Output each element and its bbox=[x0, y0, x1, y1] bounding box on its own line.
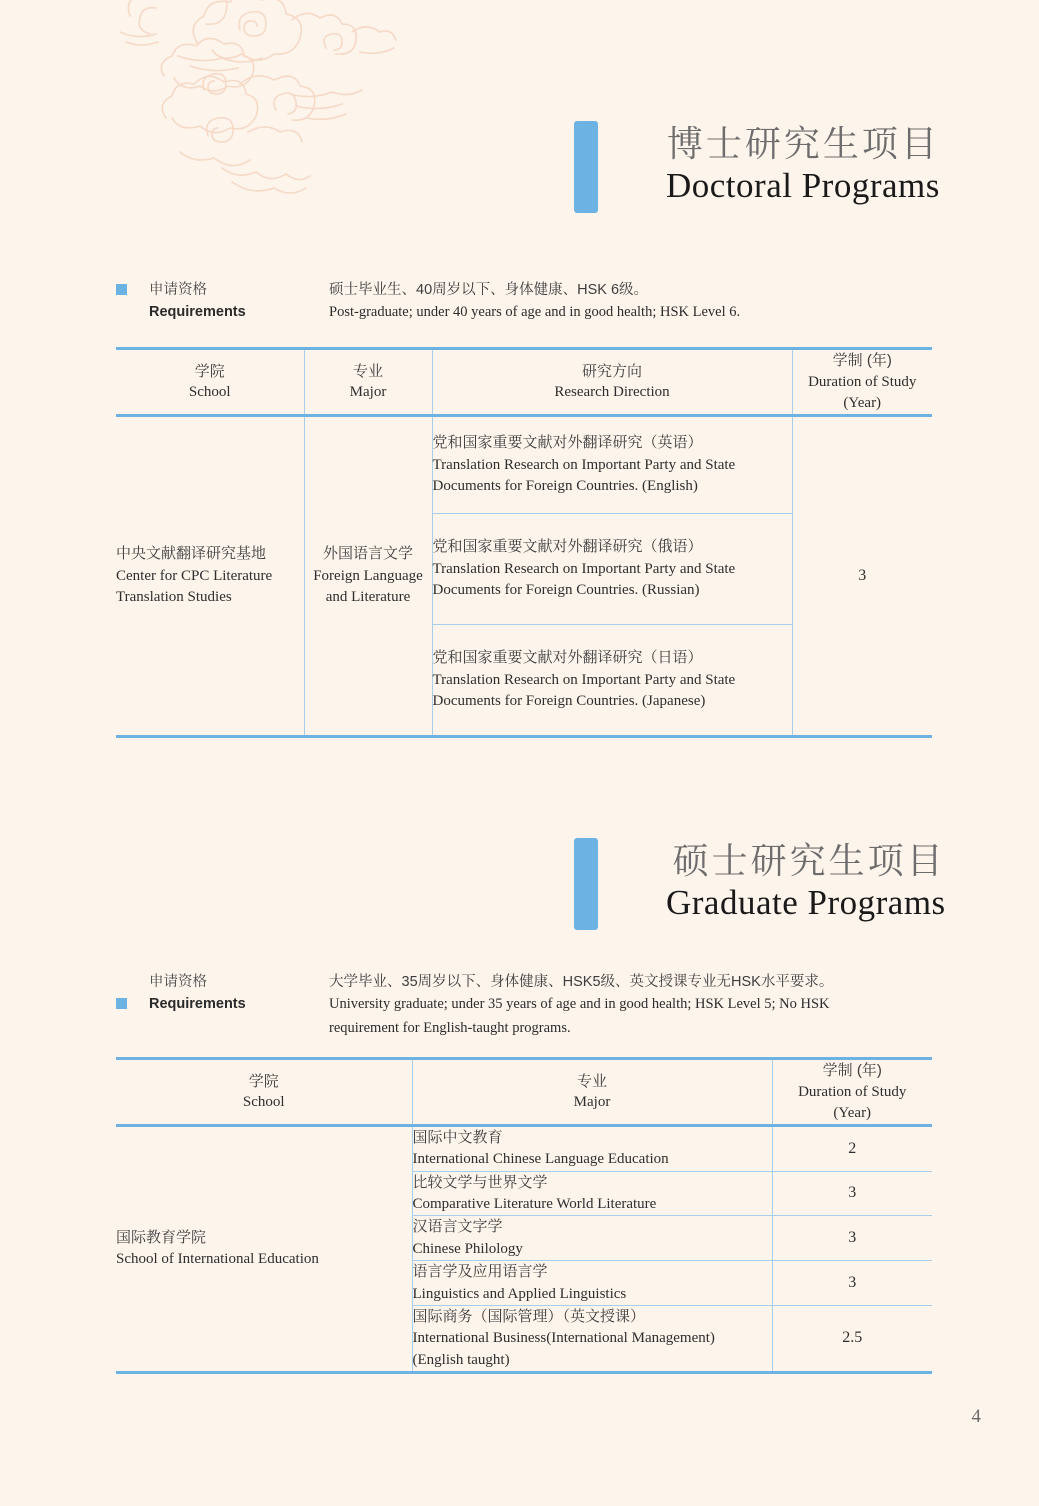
cell-duration bbox=[772, 1125, 932, 1171]
cell-major-en: Foreign Language and Literature bbox=[313, 567, 423, 605]
cell-research-direction-cn: 党和国家重要文献对外翻译研究（俄语） bbox=[432, 538, 703, 556]
graduate-requirements-label-cn: 申请资格 bbox=[149, 974, 207, 990]
table-header-row bbox=[116, 349, 932, 416]
graduate-requirements-text-cn: 大学毕业、35周岁以下、身体健康、HSK5级、英文授课专业无HSK水平要求。 bbox=[329, 974, 834, 990]
cell-major-en: Chinese Philology bbox=[412, 1240, 523, 1257]
cell-duration-value: 3 bbox=[858, 566, 867, 584]
cell-major-en: Comparative Literature World Literature bbox=[412, 1196, 657, 1213]
table-header-row bbox=[116, 1059, 932, 1126]
col-header-major bbox=[412, 1059, 772, 1126]
cell-research-direction bbox=[432, 415, 792, 513]
col-header-research-direction-en: Research Direction bbox=[554, 384, 670, 401]
graduate-programs-table bbox=[116, 1057, 932, 1374]
cell-duration-value: 3 bbox=[848, 1274, 857, 1292]
col-header-duration-en: Duration of Study bbox=[798, 1083, 907, 1100]
col-header-major-en: Major bbox=[573, 1094, 611, 1111]
cell-research-direction-en: Translation Research on Important Party and State Documents for Foreign Countries. (Japanese) bbox=[432, 671, 736, 709]
col-header-major-en: Major bbox=[349, 384, 387, 401]
col-header-duration bbox=[792, 349, 932, 416]
graduate-requirements-label bbox=[149, 971, 329, 1016]
col-header-duration bbox=[772, 1059, 932, 1126]
cell-major-en: International Chinese Language Education bbox=[412, 1151, 669, 1168]
doctoral-requirements-text bbox=[329, 279, 816, 325]
cell-major-en2: (English taught) bbox=[412, 1351, 510, 1368]
cell-major-en: Linguistics and Applied Linguistics bbox=[412, 1285, 627, 1302]
cell-major bbox=[412, 1216, 772, 1261]
cell-duration bbox=[792, 415, 932, 736]
cell-duration-value: 3 bbox=[848, 1184, 857, 1202]
cell-duration bbox=[772, 1261, 932, 1306]
cell-major bbox=[412, 1305, 772, 1372]
cell-school-en: School of International Education bbox=[116, 1251, 319, 1268]
graduate-requirements-label-en: Requirements bbox=[149, 996, 246, 1013]
graduate-heading-en: Graduate Programs bbox=[666, 883, 946, 922]
doctoral-programs-table bbox=[116, 347, 932, 738]
graduate-heading-accent-bar bbox=[574, 838, 598, 930]
cell-major-en: International Business(International Management) bbox=[412, 1330, 715, 1347]
col-header-school bbox=[116, 1059, 412, 1126]
cell-duration bbox=[772, 1171, 932, 1216]
cell-research-direction bbox=[432, 513, 792, 624]
col-header-school-en: School bbox=[242, 1094, 285, 1111]
cell-major bbox=[412, 1125, 772, 1171]
cell-school bbox=[116, 415, 304, 736]
bullet-square-icon bbox=[116, 284, 127, 295]
col-header-duration-en2: (Year) bbox=[843, 394, 882, 411]
col-header-major-cn: 专业 bbox=[352, 362, 383, 380]
graduate-requirements-text-en: University graduate; under 35 years of age and in good health; HSK Level 5; No HSK requirement for English-taught programs. bbox=[329, 996, 830, 1036]
doctoral-section-heading bbox=[574, 121, 940, 213]
graduate-requirements-text bbox=[329, 971, 906, 1040]
cell-research-direction bbox=[432, 624, 792, 736]
cell-school bbox=[116, 1125, 412, 1372]
cell-school-cn: 国际教育学院 bbox=[116, 1228, 207, 1246]
doctoral-heading-en: Doctoral Programs bbox=[666, 166, 940, 205]
cell-major bbox=[412, 1261, 772, 1306]
doctoral-requirements-label bbox=[149, 279, 329, 324]
cell-research-direction-en: Translation Research on Important Party and State Documents for Foreign Countries. (English) bbox=[432, 456, 736, 494]
cell-major-cn: 国际商务（国际管理）（英文授课） bbox=[412, 1307, 646, 1325]
cell-duration-value: 2 bbox=[848, 1139, 857, 1157]
table-row bbox=[116, 415, 932, 513]
doctoral-requirements-text-cn: 硕士毕业生、40周岁以下、身体健康、HSK 6级。 bbox=[329, 282, 649, 298]
col-header-major-cn: 专业 bbox=[576, 1072, 607, 1090]
col-header-research-direction bbox=[432, 349, 792, 416]
cell-major-cn: 汉语言文字学 bbox=[412, 1218, 503, 1236]
graduate-heading-cn: 硕士研究生项目 bbox=[672, 840, 946, 881]
cell-school-en: Center for CPC Literature Translation Studies bbox=[116, 567, 273, 605]
col-header-school-en: School bbox=[188, 384, 231, 401]
cell-duration-value: 3 bbox=[848, 1229, 857, 1247]
col-header-research-direction-cn: 研究方向 bbox=[581, 362, 642, 380]
graduate-requirements bbox=[116, 971, 906, 1040]
doctoral-heading-cn: 博士研究生项目 bbox=[666, 123, 940, 164]
cell-research-direction-cn: 党和国家重要文献对外翻译研究（日语） bbox=[432, 649, 703, 667]
doctoral-requirements bbox=[116, 279, 816, 325]
cell-research-direction-cn: 党和国家重要文献对外翻译研究（英语） bbox=[432, 434, 703, 452]
col-header-major bbox=[304, 349, 432, 416]
col-header-school bbox=[116, 349, 304, 416]
doctoral-requirements-text-en: Post-graduate; under 40 years of age and in good health; HSK Level 6. bbox=[329, 304, 741, 321]
doctoral-heading-accent-bar bbox=[574, 121, 598, 213]
cell-major-cn: 语言学及应用语言学 bbox=[412, 1263, 548, 1281]
col-header-school-cn: 学院 bbox=[194, 362, 225, 380]
col-header-duration-en2: (Year) bbox=[833, 1104, 872, 1121]
cell-major bbox=[412, 1171, 772, 1216]
col-header-school-cn: 学院 bbox=[248, 1072, 279, 1090]
cell-duration bbox=[772, 1216, 932, 1261]
cell-major bbox=[304, 415, 432, 736]
col-header-duration-cn: 学制 (年) bbox=[832, 352, 892, 369]
cell-major-cn: 外国语言文学 bbox=[322, 545, 413, 563]
cell-major-cn: 比较文学与世界文学 bbox=[412, 1173, 548, 1191]
cell-major-cn: 国际中文教育 bbox=[412, 1128, 503, 1146]
doctoral-requirements-label-cn: 申请资格 bbox=[149, 282, 207, 298]
doctoral-requirements-label-en: Requirements bbox=[149, 304, 246, 321]
auspicious-cloud-decoration bbox=[120, 0, 400, 206]
cell-duration-value: 2.5 bbox=[842, 1329, 863, 1347]
graduate-section-heading bbox=[574, 838, 946, 930]
cell-school-cn: 中央文献翻译研究基地 bbox=[116, 545, 267, 563]
cell-research-direction-en: Translation Research on Important Party and State Documents for Foreign Countries. (Russian) bbox=[432, 560, 736, 598]
col-header-duration-cn: 学制 (年) bbox=[822, 1062, 882, 1079]
cell-duration bbox=[772, 1305, 932, 1372]
page-number: 4 bbox=[971, 1406, 981, 1427]
col-header-duration-en: Duration of Study bbox=[808, 373, 917, 390]
table-row bbox=[116, 1125, 932, 1171]
bullet-square-icon bbox=[116, 998, 127, 1009]
